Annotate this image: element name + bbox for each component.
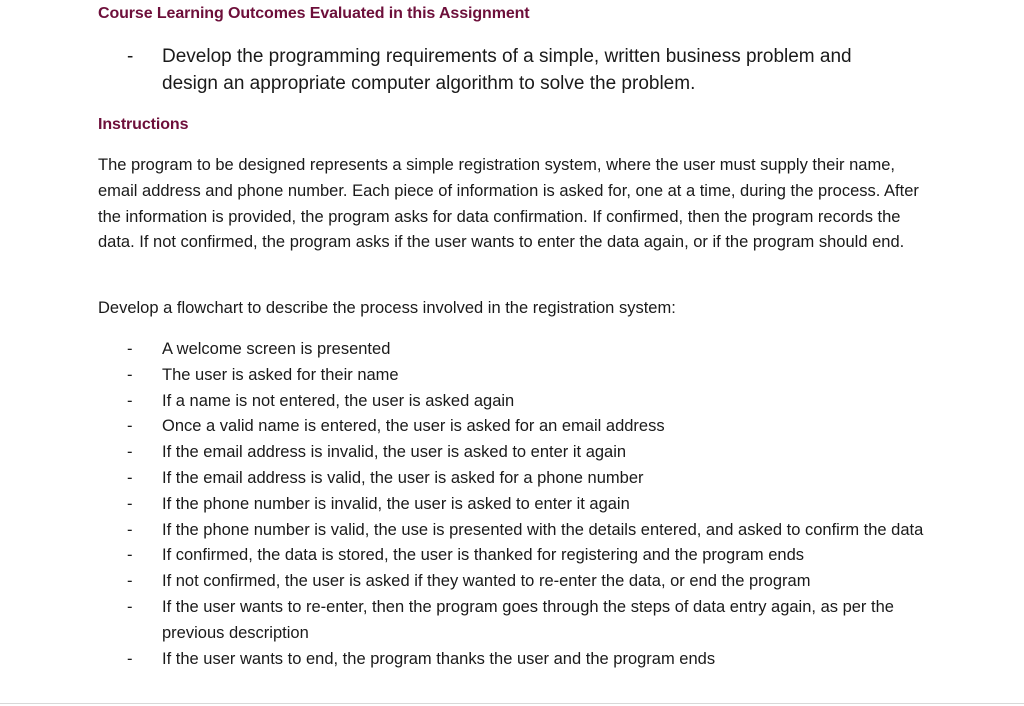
list-item <box>0 595 1024 647</box>
list-item-text: If the phone number is valid, the use is presented with the details entered, and asked to confirm the data <box>162 520 924 539</box>
outcome-bullet: - <box>127 46 134 67</box>
list-item-text: If the user wants to end, the program thanks the user and the program ends <box>162 649 716 668</box>
outcomes-list <box>0 43 1024 97</box>
list-item <box>0 363 1024 389</box>
list-bullet: - <box>127 649 133 668</box>
list-item <box>0 569 1024 595</box>
list-bullet: - <box>127 546 133 565</box>
list-item <box>0 466 1024 492</box>
list-item-text: Once a valid name is entered, the user is asked for an email address <box>162 417 665 436</box>
outcome-text-line-2: design an appropriate computer algorithm to solve the problem. <box>162 73 696 94</box>
outcome-text <box>162 43 922 97</box>
list-item-text: If a name is not entered, the user is asked again <box>162 391 515 410</box>
instructions-heading: Instructions <box>98 116 189 133</box>
list-item-text: If the phone number is invalid, the user is asked to enter it again <box>162 494 630 513</box>
list-item <box>0 518 1024 544</box>
list-item-text: If the user wants to re-enter, then the program goes through the steps of data entry again, as per the previous description <box>162 597 894 642</box>
list-item <box>0 337 1024 363</box>
steps-list <box>0 337 1024 672</box>
list-bullet: - <box>127 365 133 384</box>
list-item-text: If confirmed, the data is stored, the user is thanked for registering and the program ends <box>162 546 805 565</box>
list-bullet: - <box>127 443 133 462</box>
list-item-text: If not confirmed, the user is asked if they wanted to re-enter the data, or end the program <box>162 572 811 591</box>
list-item-text: If the email address is invalid, the user is asked to enter it again <box>162 443 627 462</box>
list-bullet: - <box>127 597 133 616</box>
list-item <box>0 647 1024 673</box>
list-item-text: A welcome screen is presented <box>162 340 391 358</box>
list-bullet: - <box>127 572 133 591</box>
outcome-text-line-1: Develop the programming requirements of a simple, written business problem and <box>162 46 852 67</box>
list-item <box>0 543 1024 569</box>
list-item <box>0 492 1024 518</box>
outcome-item <box>0 43 1024 97</box>
list-item <box>0 440 1024 466</box>
list-item-text: If the email address is valid, the user is asked for a phone number <box>162 468 644 487</box>
list-item <box>0 414 1024 440</box>
develop-paragraph: Develop a flowchart to describe the process involved in the registration system: <box>98 299 676 317</box>
page-bottom-divider <box>0 703 1024 704</box>
list-item <box>0 389 1024 415</box>
list-bullet: - <box>127 494 133 513</box>
list-bullet: - <box>127 417 133 436</box>
outcomes-heading: Course Learning Outcomes Evaluated in this Assignment <box>98 5 530 22</box>
list-item-text: The user is asked for their name <box>162 365 399 384</box>
list-bullet: - <box>127 391 133 410</box>
intro-paragraph: The program to be designed represents a simple registration system, where the user must supply their name, email address and phone number. Each piece of information is asked for, one at a time, during the process. After the information is provided, the program asks for data confirmation. If confirmed, then the program records the data. If not confirmed, the program asks if the user wants to enter the data again, or if the program should end. <box>98 156 919 252</box>
list-bullet: - <box>127 340 133 358</box>
list-bullet: - <box>127 520 133 539</box>
list-bullet: - <box>127 468 133 487</box>
